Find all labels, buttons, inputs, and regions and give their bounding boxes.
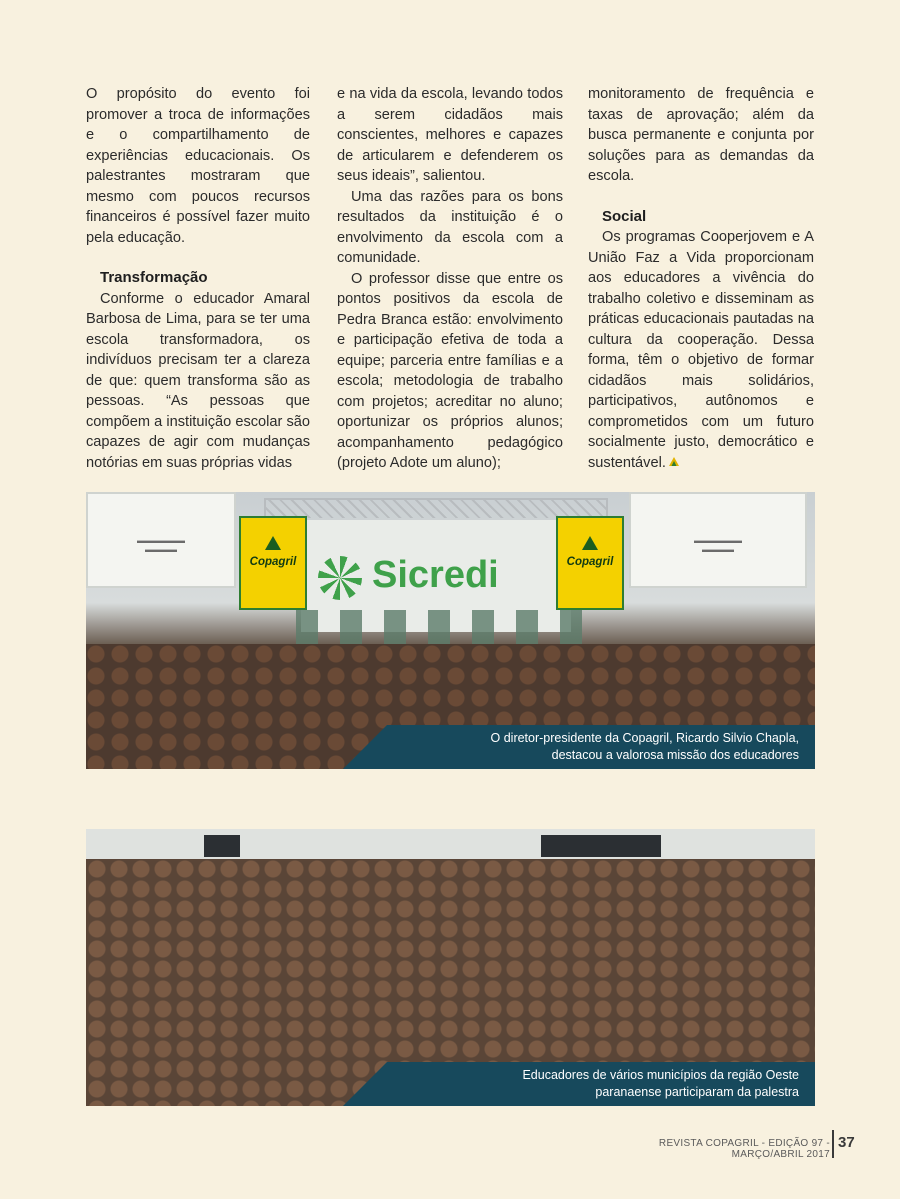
paragraph: Uma das razões para os bons resultados da instituição é o envolvimento da escola com a comunidade. [337,188,563,266]
projection-screen-right [629,492,807,588]
copagril-banner-right [556,516,624,610]
projection-screen-left [86,492,236,588]
stage-truss [264,498,608,518]
hall-window [541,835,661,857]
hall-window [204,835,240,857]
paragraph: O professor disse que entre os pontos positivos da escola de Pedra Branca estão: envolvimento e participação efetiva de toda a equipe; parceria entre famílias e a escola; metodologia de trabalho com projetos; acreditar no aluno; oportunizar os próprios alunos; acompanhamento pedagógico (projeto Adote um aluno); [337,270,563,471]
caption-line: destacou a valorosa missão dos educadores [551,748,799,762]
paragraph [588,227,814,473]
copagril-logo-icon [265,536,281,550]
copagril-logo-text: Copagril [249,556,297,568]
photo-caption [387,725,815,769]
article-column-3 [588,84,814,473]
caption-line: paranaense participaram da palestra [595,1085,799,1099]
screen-content-icon: ▬▬▬▬▬▬ ▬▬▬▬ [137,536,185,554]
paragraph: O propósito do evento foi promover a troca de informações e o compartilhamento de experiências educacionais. Os palestrantes mostraram que mesmo com poucos recursos financeiros é possível fazer muito pela educação. [86,86,310,246]
copagril-end-mark-icon [668,456,680,468]
paragraph: e na vida da escola, levando todos a serem cidadãos mais conscientes, melhores e capazes de articularem e defenderem os seus ideais”, salientou. [337,86,563,184]
page-number: 37 [838,1134,855,1151]
section-heading-transformacao: Transformação [100,269,208,286]
page-number-divider [832,1130,834,1158]
copagril-banner-left [239,516,307,610]
copagril-logo-text: Copagril [566,556,614,568]
photo-event-stage [86,492,815,769]
section-heading-social: Social [602,207,647,225]
copagril-logo-icon [582,536,598,550]
article-column-1 [86,84,310,473]
caption-line: Educadores de vários municípios da região Oeste [522,1068,799,1082]
running-footer: REVISTA COPAGRIL - EDIÇÃO 97 - MARÇO/ABRIL 2017 [658,1138,830,1160]
photo-caption [387,1062,815,1106]
sicredi-logo-icon [318,556,362,600]
paragraph: monitoramento de frequência e taxas de aprovação; além da busca permanente e conjunta por soluções para as demandas da escola. [588,86,814,184]
caption-line: O diretor-presidente da Copagril, Ricardo Silvio Chapla, [490,731,799,745]
screen-content-icon: ▬▬▬▬▬▬ ▬▬▬▬ [694,536,742,554]
paragraph: Conforme o educador Amaral Barbosa de Lima, para se ter uma escola transformadora, os indivíduos precisam ter a clareza de que: quem transforma são as pessoas. “As pessoas que compõem a instituição escolar são capazes de agir com mudanças notórias em suas próprias vidas [86,290,310,471]
photo-audience [86,829,815,1106]
sicredi-logo-text: Sicredi [372,554,499,596]
paragraph-text: Os programas Cooperjovem e A União Faz a Vida proporcionam aos educadores a vivência do trabalho coletivo e disseminam as práticas educacionais pautadas na cultura da cooperação. Dessa forma, têm o objetivo de formar cidadãos mais solidários, participativos, autônomos e comprometidos com um futuro socialmente justo, democrático e sustentável. [588,229,814,471]
article-column-2 [337,84,563,474]
